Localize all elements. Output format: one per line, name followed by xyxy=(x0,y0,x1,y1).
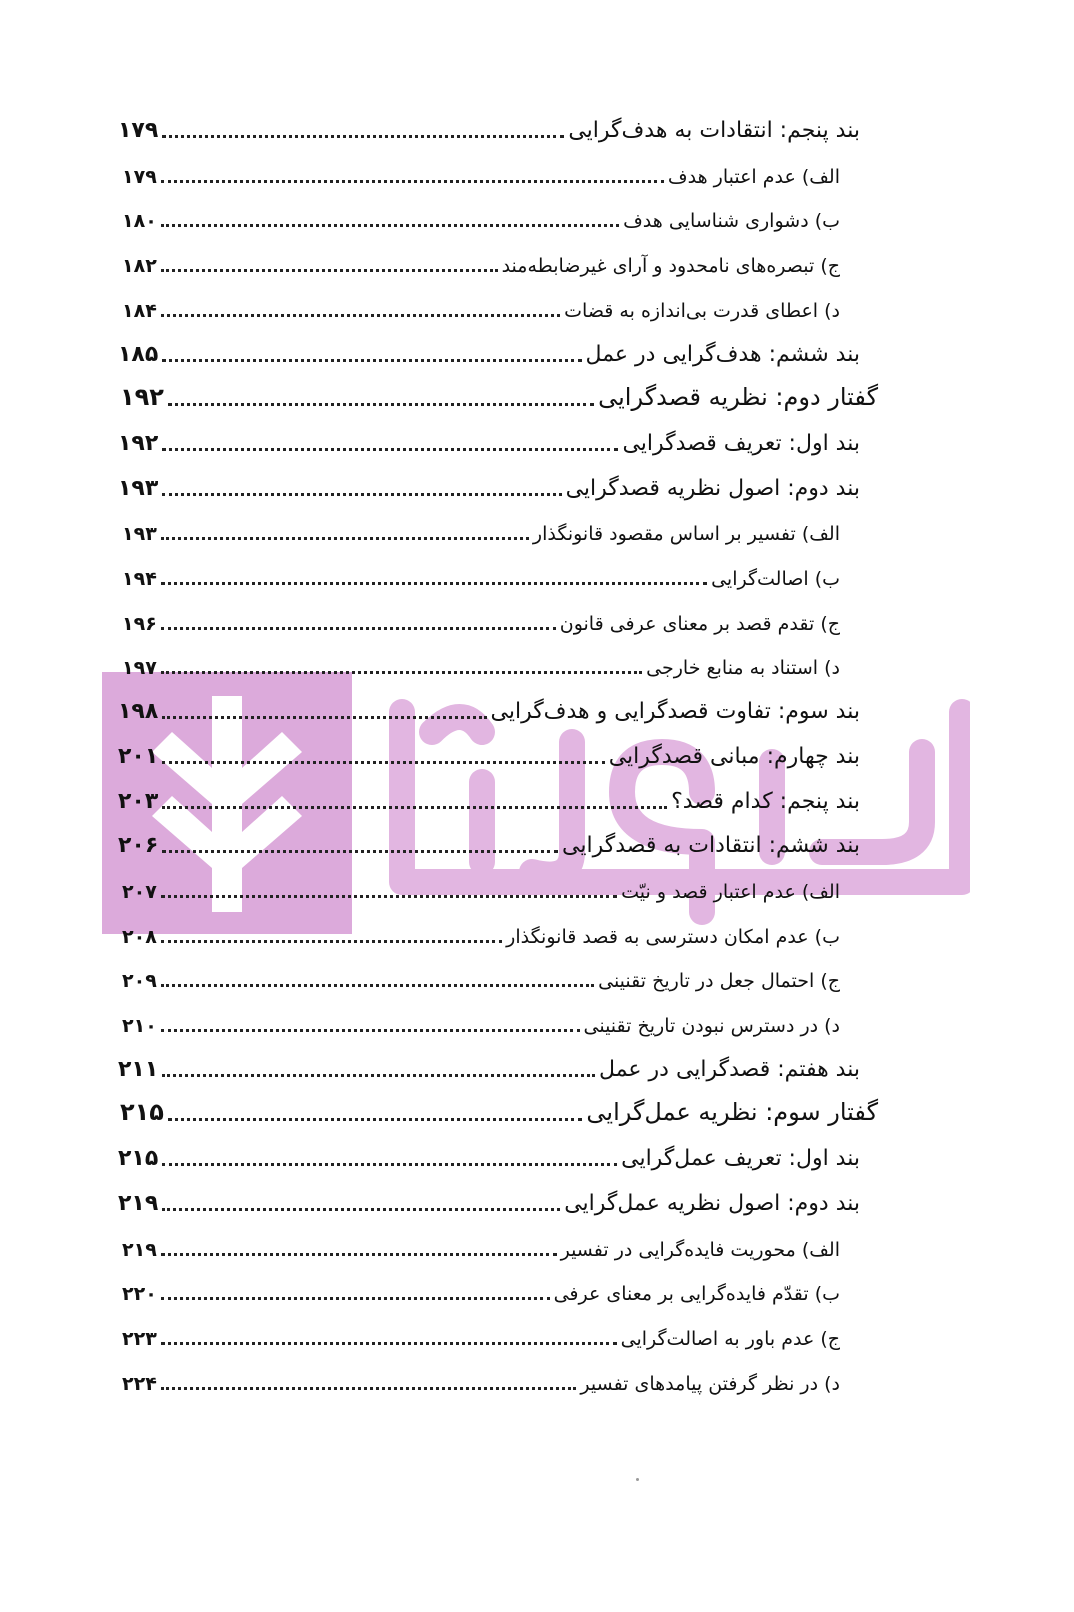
toc-page-number: ۱۸۵ xyxy=(118,342,159,367)
toc-entry-title: د) استناد به منابع خارجی xyxy=(646,657,840,679)
toc-page-number: ۲۱۵ xyxy=(120,1098,164,1126)
toc-entry xyxy=(122,956,840,996)
toc-entry-title: بند ششم: انتقادات به قصدگرایی xyxy=(562,833,860,858)
dot-leader xyxy=(162,1074,595,1077)
toc-entry-title: بند پنجم: انتقادات به هدف‌گرایی xyxy=(568,118,860,143)
toc-entry-title: د) اعطای قدرت بی‌اندازه به قضات xyxy=(564,300,840,322)
dot-leader xyxy=(161,537,529,540)
dot-leader xyxy=(161,1297,550,1300)
toc-entry xyxy=(122,241,840,281)
toc-entry xyxy=(120,1090,878,1130)
toc-entry-title: ب) دشواری شناسایی هدف xyxy=(623,210,840,232)
toc-page-number: ۲۲۴ xyxy=(122,1373,157,1395)
dot-leader xyxy=(162,716,486,719)
toc-entry-title: الف) محوریت فایده‌گرایی در تفسیر xyxy=(560,1239,840,1261)
toc-entry-title: د) در نظر گرفتن پیامدهای تفسیر xyxy=(580,1373,840,1395)
toc-entry xyxy=(118,420,860,460)
toc-entry-title: بند اول: تعریف عمل‌گرایی xyxy=(621,1146,860,1171)
toc-page-number: ۲۰۹ xyxy=(122,970,157,992)
toc-entry-title: د) در دسترس نبودن تاریخ تقنینی xyxy=(583,1015,840,1037)
toc-entry-title: ب) عدم امکان دسترسی به قصد قانونگذار xyxy=(506,926,840,948)
dot-leader xyxy=(162,850,558,853)
dot-leader xyxy=(161,1253,557,1256)
dot-leader xyxy=(162,761,604,764)
toc-page-number: ۱۹۲ xyxy=(118,431,159,456)
toc-entry xyxy=(118,465,860,505)
toc-entry xyxy=(118,733,860,773)
toc-page-number: ۲۰۷ xyxy=(122,881,157,903)
dot-leader xyxy=(161,627,556,630)
dot-leader xyxy=(162,448,618,451)
toc-entry xyxy=(118,1046,860,1086)
toc-entry-title: الف) عدم اعتبار هدف xyxy=(667,166,840,188)
toc-page-number: ۲۲۰ xyxy=(122,1283,157,1305)
toc-entry xyxy=(122,196,840,236)
toc-entry xyxy=(122,1314,840,1354)
toc-page-number: ۲۲۳ xyxy=(122,1328,157,1350)
toc-entry xyxy=(118,778,860,818)
toc-entry xyxy=(122,1225,840,1265)
toc-entry xyxy=(122,912,840,952)
dot-leader xyxy=(162,1163,617,1166)
toc-entry xyxy=(122,286,840,326)
toc-page-number: ۱۹۳ xyxy=(122,523,157,545)
toc-page-number: ۲۱۵ xyxy=(118,1146,159,1171)
dot-leader xyxy=(162,493,561,496)
toc-entry xyxy=(118,822,860,862)
dot-leader xyxy=(162,806,667,809)
dot-leader xyxy=(161,1387,577,1390)
toc-entry-title: ب) اصالت‌گرایی xyxy=(711,568,840,590)
toc-entry-title: بند پنجم: کدام قصد؟ xyxy=(671,789,860,814)
dot-leader xyxy=(168,1118,582,1121)
toc-entry-title: ب) تقدّم فایده‌گرایی بر معنای عرفی xyxy=(553,1283,840,1305)
toc-entry xyxy=(122,599,840,639)
toc-page-number: ۲۱۹ xyxy=(122,1239,157,1261)
dot-leader xyxy=(161,314,560,317)
toc-page-number: ۱۹۳ xyxy=(118,476,159,501)
toc-entry-title: بند اول: تعریف قصدگرایی xyxy=(622,431,860,456)
toc-entry-title: بند دوم: اصول نظریه قصدگرایی xyxy=(565,476,860,501)
toc-page-number: ۱۷۹ xyxy=(122,166,157,188)
toc-entry-title: بند ششم: هدف‌گرایی در عمل xyxy=(585,342,860,367)
toc-entry-title: ج) احتمال جعل در تاریخ تقنینی xyxy=(598,970,840,992)
toc-page-number: ۱۹۴ xyxy=(122,568,157,590)
toc-entry xyxy=(122,1359,840,1399)
toc-entry-title: بند سوم: تفاوت قصدگرایی و هدف‌گرایی xyxy=(490,699,860,724)
toc-page-number: ۲۰۸ xyxy=(122,926,157,948)
toc-page-number: ۲۱۹ xyxy=(118,1191,159,1216)
toc-entry-title: بند هفتم: قصدگرایی در عمل xyxy=(599,1057,860,1082)
toc-page-number: ۱۹۶ xyxy=(122,613,157,635)
toc-entry xyxy=(122,1001,840,1041)
dot-leader xyxy=(161,940,502,943)
toc-page-number: ۲۱۱ xyxy=(118,1057,159,1082)
dot-leader xyxy=(168,403,594,406)
toc-page-number: ۱۹۷ xyxy=(122,657,157,679)
dot-leader xyxy=(161,269,498,272)
toc-entry-title: ج) عدم باور به اصالت‌گرایی xyxy=(620,1328,840,1350)
toc-entry-title: الف) تفسیر بر اساس مقصود قانونگذار xyxy=(532,523,840,545)
toc-page-number: ۱۹۸ xyxy=(118,699,159,724)
toc-page-number: ۲۰۱ xyxy=(118,744,159,769)
dot-leader xyxy=(161,180,664,183)
toc-entry xyxy=(122,1269,840,1309)
toc-entry xyxy=(122,554,840,594)
dot-leader xyxy=(161,1342,617,1345)
toc-entry-title: بند چهارم: مبانی قصدگرایی xyxy=(608,744,860,769)
toc-entry xyxy=(118,331,860,371)
toc-page-number: ۱۸۰ xyxy=(122,210,157,232)
dot-leader xyxy=(161,224,619,227)
toc-page-number: ۱۸۲ xyxy=(122,255,157,277)
toc-entry xyxy=(122,152,840,192)
dot-leader xyxy=(162,135,564,138)
toc-entry-title: گفتار سوم: نظریه عمل‌گرایی xyxy=(586,1098,878,1126)
dot-leader xyxy=(161,671,642,674)
dot-leader xyxy=(162,1208,560,1211)
toc-entry xyxy=(118,107,860,147)
dot-leader xyxy=(162,359,581,362)
toc-entry xyxy=(120,375,878,415)
toc-entry-title: ج) تبصره‌های نامحدود و آرای غیرضابطه‌مند xyxy=(501,255,840,277)
toc-page-number: ۱۹۲ xyxy=(120,383,164,411)
toc-entry xyxy=(122,509,840,549)
toc-page-number: ۲۰۳ xyxy=(118,789,159,814)
toc-page-number: ۲۱۰ xyxy=(122,1015,157,1037)
toc-entry xyxy=(118,1180,860,1220)
toc-page-number: ۱۷۹ xyxy=(118,118,159,143)
toc-page-number: ۲۰۶ xyxy=(118,833,159,858)
toc-entry-title: الف) عدم اعتبار قصد و نیّت xyxy=(621,881,840,903)
toc-page-number: ۱۸۴ xyxy=(122,300,157,322)
toc-entry-title: گفتار دوم: نظریه قصدگرایی xyxy=(598,383,878,411)
dot-leader xyxy=(161,895,617,898)
toc-entry xyxy=(118,1135,860,1175)
toc-entry-title: ج) تقدم قصد بر معنای عرفی قانون xyxy=(559,613,840,635)
dot-leader xyxy=(161,582,707,585)
toc-entry xyxy=(118,688,860,728)
dot-leader xyxy=(161,1029,580,1032)
toc-entry xyxy=(122,867,840,907)
toc-entry xyxy=(122,643,840,683)
dot-leader xyxy=(161,984,594,987)
toc-entry-title: بند دوم: اصول نظریه عمل‌گرایی xyxy=(564,1191,860,1216)
